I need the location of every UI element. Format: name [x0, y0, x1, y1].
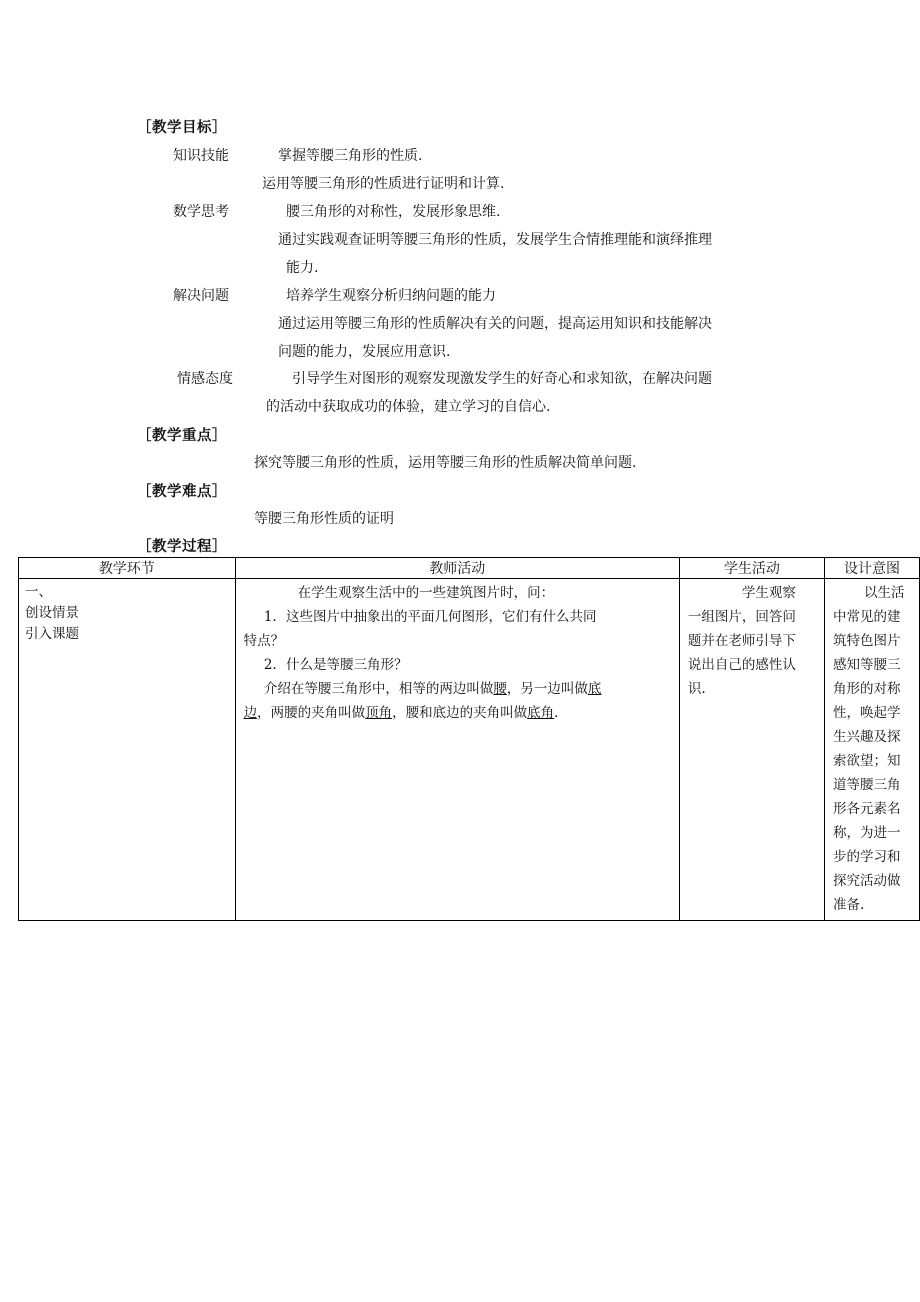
term-dibian-part1: 底: [587, 681, 602, 697]
attitude-line-2: 的活动中获取成功的体验，建立学习的自信心.: [266, 399, 551, 415]
problem-line-1: 培养学生观察分析归纳问题的能力: [286, 288, 496, 304]
table-row: [19, 579, 920, 921]
design-line: 以生活: [864, 585, 905, 601]
col-header-design: 设计意图: [824, 558, 919, 579]
knowledge-line-2: 运用等腰三角形的性质进行证明和计算.: [262, 176, 505, 192]
design-line: 索欲望；知: [832, 753, 901, 769]
design-line: 称，为进一: [832, 825, 901, 841]
design-line: 筑特色图片: [832, 633, 901, 649]
student-line: 学生观察: [741, 585, 796, 601]
teacher-text: .: [554, 705, 559, 721]
teacher-line: 特点？: [243, 633, 285, 649]
col-header-teacher: 教师活动: [235, 558, 679, 579]
design-line: 生兴趣及探: [832, 729, 901, 745]
stage-cell: [19, 579, 236, 921]
stage-line: 一、: [25, 584, 52, 600]
thinking-line-1: 腰三角形的对称性，发展形象思维.: [286, 204, 501, 220]
design-line: 形各元素名: [832, 801, 901, 817]
table-header-row: [19, 558, 920, 579]
teacher-line: 1．这些图片中抽象出的平面几何图形，它们有什么共同: [263, 609, 597, 625]
term-dibian-part2: 边: [243, 705, 258, 721]
objectives-heading: ［教学目标］: [137, 119, 227, 136]
student-line: 一组图片，回答问: [687, 609, 796, 625]
term-dijiao: 底角: [527, 705, 555, 721]
attitude-label: 情感态度: [177, 371, 233, 387]
term-dingjiao: 顶角: [365, 705, 393, 721]
attitude-line-1: 引导学生对图形的观察发现激发学生的好奇心和求知欲，在解决问题: [292, 371, 712, 387]
student-line: 识.: [687, 681, 706, 697]
knowledge-label: 知识技能: [173, 148, 229, 164]
design-line: 准备.: [832, 897, 865, 913]
thinking-line-3: 能力.: [286, 260, 319, 276]
teacher-text: ，另一边叫做: [506, 681, 588, 697]
col-header-stage: 教学环节: [19, 558, 236, 579]
difficulties-text: 等腰三角形性质的证明: [254, 511, 394, 527]
student-line: 题并在老师引导下: [687, 633, 796, 649]
thinking-line-2: 通过实践观查证明等腰三角形的性质，发展学生合情推理能和演绎推理: [278, 232, 712, 248]
teacher-text: ，腰和底边的夹角叫做: [392, 705, 528, 721]
teacher-text: 介绍在等腰三角形中，相等的两边叫做: [263, 681, 494, 697]
teacher-line: [244, 677, 675, 701]
student-line: 说出自己的感性认: [687, 657, 796, 673]
design-line: 性，唤起学: [832, 705, 901, 721]
student-activity-cell: [679, 579, 824, 921]
design-line: 道等腰三角: [832, 777, 901, 793]
problem-label: 解决问题: [173, 288, 229, 304]
knowledge-line-1: 掌握等腰三角形的性质.: [278, 148, 423, 164]
key-points-text: 探究等腰三角形的性质，运用等腰三角形的性质解决简单问题.: [254, 455, 637, 471]
design-line: 感知等腰三: [832, 657, 901, 673]
term-yao: 腰: [493, 681, 507, 697]
design-intent-cell: [824, 579, 919, 921]
difficulties-heading: ［教学难点］: [137, 483, 227, 500]
teaching-process-table: [18, 557, 920, 921]
design-line: 步的学习和: [832, 849, 901, 865]
col-header-student: 学生活动: [679, 558, 824, 579]
key-points-heading: ［教学重点］: [137, 427, 227, 444]
design-line: 探究活动做: [832, 873, 901, 889]
stage-line: 引入课题: [25, 626, 79, 642]
teacher-activity-cell: [235, 579, 679, 921]
design-line: 角形的对称: [832, 681, 901, 697]
teacher-line: 在学生观察生活中的一些建筑图片时，问：: [297, 585, 555, 601]
thinking-label: 数学思考: [173, 204, 229, 220]
problem-line-3: 问题的能力，发展应用意识.: [278, 344, 451, 360]
process-heading: ［教学过程］: [137, 538, 227, 555]
teacher-line: 2．什么是等腰三角形？: [263, 657, 408, 673]
teacher-text: ，两腰的夹角叫做: [257, 705, 366, 721]
stage-line: 创设情景: [25, 605, 79, 621]
design-line: 中常见的建: [832, 609, 901, 625]
teacher-line: [244, 701, 675, 725]
problem-line-2: 通过运用等腰三角形的性质解决有关的问题，提高运用知识和技能解决: [278, 316, 712, 332]
